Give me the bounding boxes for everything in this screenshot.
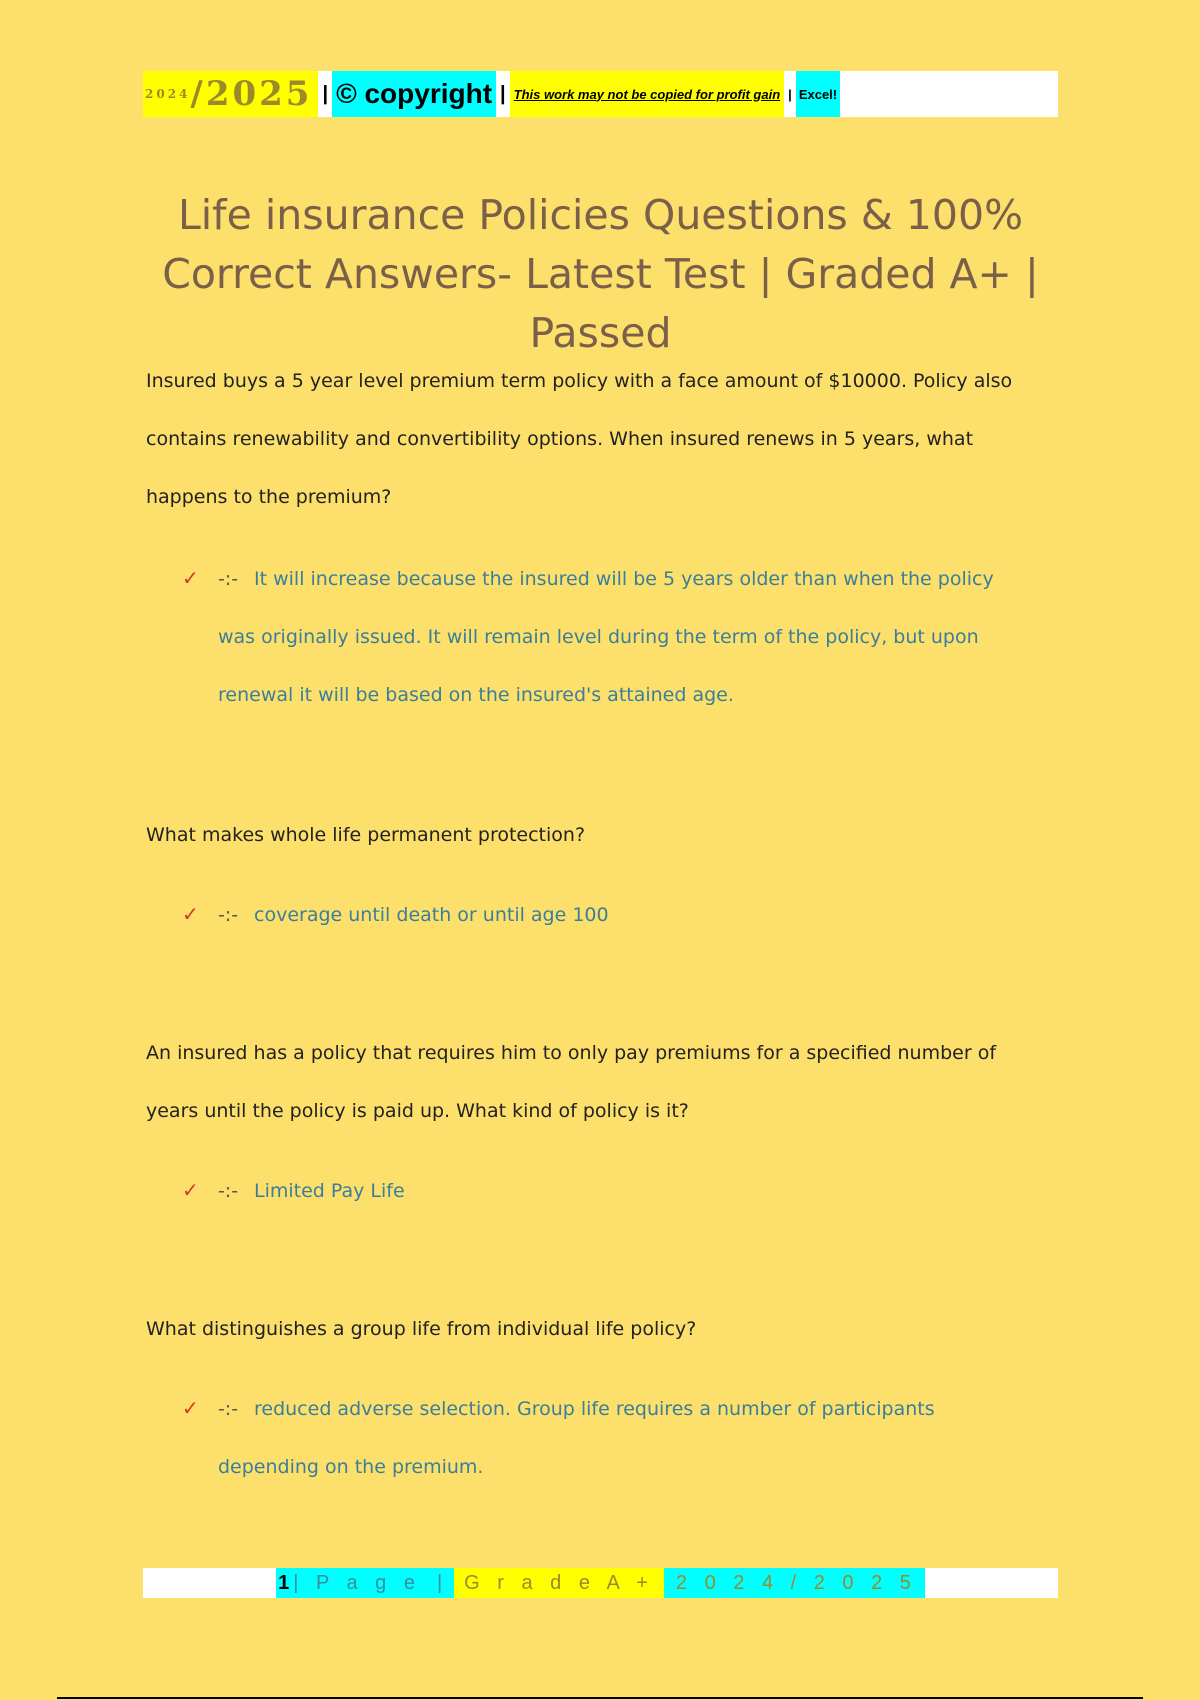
question-line: An insured has a policy that requires him to only pay premiums for a specified number of [146,1042,997,1064]
answer-line: was originally issued. It will remain level during the term of the policy, but upon [218,626,979,648]
header-separator: | [322,82,329,105]
answer-prefix: -:- [218,1398,239,1420]
answer-text [182,885,1062,944]
page-label: | P a g e [291,1568,431,1598]
check-icon: ✓ [182,1396,199,1420]
answer-line: coverage until death or until age 100 [254,904,609,926]
page-number: 1 [276,1568,291,1598]
question-line: contains renewability and convertibility options. When insured renews in 5 years, what [146,428,974,450]
check-icon: ✓ [182,902,199,926]
answer-prefix: -:- [218,904,239,926]
header-notice: This work may not be copied for profit gain [510,71,785,117]
title-line: Correct Answers- Latest Test | Graded A+ | [162,250,1039,298]
answer-line: depending on the premium. [218,1456,484,1478]
title-line: Passed [529,309,672,357]
answer-text [182,1379,1062,1496]
bottom-rule [57,1697,1143,1699]
check-icon: ✓ [182,1178,199,1202]
answer-text [182,549,1062,724]
answer-prefix: -:- [218,568,239,590]
header-year-big: /2025 [190,74,313,114]
header-separator: | [788,86,792,102]
question-text [146,1300,1056,1358]
question-line: Insured buys a 5 year level premium term policy with a face amount of $10000. Policy also [146,370,1013,392]
answer-line: It will increase because the insured will be 5 years older than when the policy [254,568,994,590]
question-text [146,806,1056,864]
question-line: What makes whole life permanent protection? [146,824,586,846]
question-line: happens to the premium? [146,486,392,508]
footer-grade: G r a d e A + [454,1568,664,1598]
document-title [143,186,1058,363]
question-line: What distinguishes a group life from individual life policy? [146,1318,697,1340]
header-years [143,71,318,117]
header-excel: Excel! [796,71,840,117]
footer-separator: | [431,1568,454,1598]
answer-text [182,1161,1062,1220]
answer-line: renewal it will be based on the insured's attained age. [218,684,734,706]
header-separator: | [500,82,506,105]
question-text [146,1024,1056,1140]
header-bar [143,71,1058,117]
answer-line: Limited Pay Life [254,1180,405,1202]
footer-years: 2 0 2 4 / 2 0 2 5 [664,1568,925,1598]
question-line: years until the policy is paid up. What kind of policy is it? [146,1100,689,1122]
check-icon: ✓ [182,566,199,590]
answer-line: reduced adverse selection. Group life requires a number of participants [254,1398,935,1420]
answer-prefix: -:- [218,1180,239,1202]
header-copyright: © copyright [332,71,496,117]
footer-bar [143,1568,1058,1598]
header-year-small: 2024 [145,87,191,101]
title-line: Life insurance Policies Questions & 100% [177,191,1024,239]
question-text [146,352,1056,526]
